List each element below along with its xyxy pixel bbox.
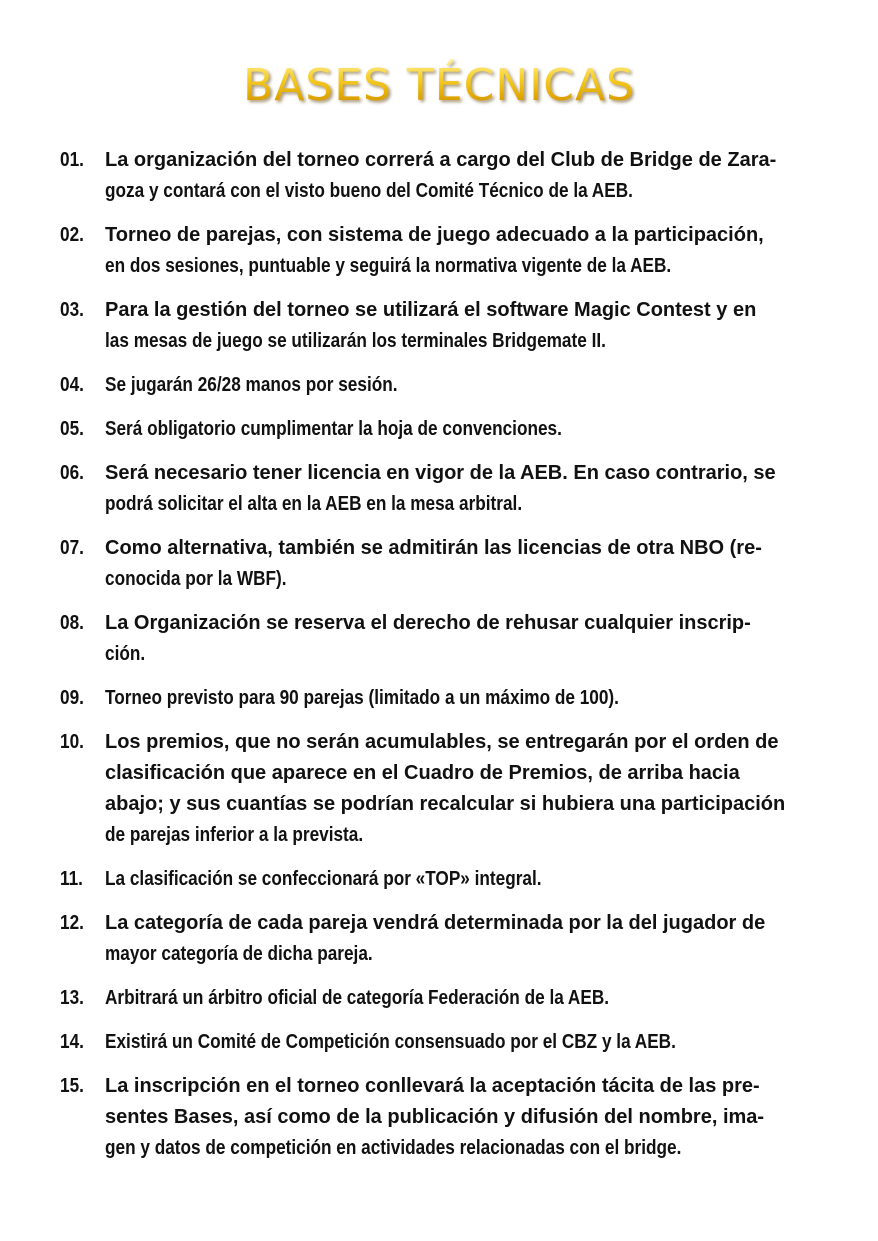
rule-text-line: las mesas de juego se utilizarán los terminales Bridgemate II. [105, 330, 606, 352]
rule-text-line: ción. [105, 643, 146, 665]
rule-text-line: conocida por la WBF). [105, 568, 287, 590]
page-title: BASES TÉCNICAS [0, 58, 878, 114]
rule-text-line: clasificación que aparece en el Cuadro de Premios, de arriba hacia [105, 762, 740, 784]
rule-text-line: Será obligatorio cumplimentar la hoja de convenciones. [105, 418, 562, 440]
rules-list [60, 145, 820, 1177]
rule-text-line: Se jugarán 26/28 manos por sesión. [105, 374, 398, 396]
rule-text-line: La categoría de cada pareja vendrá determinada por la del jugador de [105, 912, 766, 934]
rule-text-line: goza y contará con el visto bueno del Comité Técnico de la AEB. [105, 180, 633, 202]
rule-number: 02. [60, 224, 84, 246]
rule-number: 03. [60, 299, 84, 321]
rule-item [60, 220, 820, 282]
rule-text-line: Para la gestión del torneo se utilizará el software Magic Contest y en [105, 299, 757, 321]
rule-text-line: en dos sesiones, puntuable y seguirá la normativa vigente de la AEB. [105, 255, 672, 277]
rule-text-line: Arbitrará un árbitro oficial de categoría Federación de la AEB. [105, 987, 610, 1009]
rule-number: 15. [60, 1075, 84, 1097]
rule-number: 07. [60, 537, 84, 559]
rule-item [60, 727, 820, 851]
rule-text-line: La Organización se reserva el derecho de rehusar cualquier inscrip- [105, 612, 751, 634]
rule-text [105, 1027, 819, 1058]
rule-text [105, 864, 819, 895]
rule-text [105, 458, 819, 520]
rule-number: 12. [60, 912, 84, 934]
rule-text [105, 370, 819, 401]
rule-text [105, 295, 819, 357]
rule-text [105, 145, 819, 207]
rule-text-line: sentes Bases, así como de la publicación y difusión del nombre, ima- [105, 1106, 765, 1128]
rule-number: 10. [60, 731, 84, 753]
rule-text-line: Existirá un Comité de Competición consensuado por el CBZ y la AEB. [105, 1031, 676, 1053]
rule-item [60, 608, 820, 670]
rule-item [60, 1027, 820, 1058]
rule-item [60, 414, 820, 445]
rule-text [105, 908, 819, 970]
rule-text-line: de parejas inferior a la prevista. [105, 824, 364, 846]
rule-item [60, 983, 820, 1014]
rule-text-line: Torneo de parejas, con sistema de juego adecuado a la participación, [105, 224, 764, 246]
rule-text-line: podrá solicitar el alta en la AEB en la mesa arbitral. [105, 493, 523, 515]
rule-item [60, 908, 820, 970]
rule-text-line: abajo; y sus cuantías se podrían recalcular si hubiera una participación [105, 793, 786, 815]
rule-number: 01. [60, 149, 84, 171]
rule-item [60, 683, 820, 714]
rule-number: 11. [60, 868, 83, 890]
rule-text [105, 533, 819, 595]
rule-text-line: Torneo previsto para 90 parejas (limitado a un máximo de 100). [105, 687, 619, 709]
rule-text-line: Será necesario tener licencia en vigor de la AEB. En caso contrario, se [105, 462, 776, 484]
rule-text [105, 414, 819, 445]
rule-text-line: Los premios, que no serán acumulables, se entregarán por el orden de [105, 731, 779, 753]
rule-text [105, 1071, 819, 1164]
rule-text [105, 983, 819, 1014]
rule-text [105, 608, 819, 670]
rule-number: 06. [60, 462, 84, 484]
rule-item [60, 295, 820, 357]
rule-number: 05. [60, 418, 84, 440]
rule-item [60, 1071, 820, 1164]
rule-number: 04. [60, 374, 84, 396]
rule-item [60, 864, 820, 895]
rule-text [105, 683, 819, 714]
rule-number: 08. [60, 612, 84, 634]
rule-item [60, 370, 820, 401]
rule-text-line: La clasificación se confeccionará por «TOP» integral. [105, 868, 542, 890]
rule-text-line: gen y datos de competición en actividades relacionadas con el bridge. [105, 1137, 682, 1159]
rule-text [105, 220, 819, 282]
rule-number: 13. [60, 987, 84, 1009]
rule-number: 14. [60, 1031, 84, 1053]
rule-number: 09. [60, 687, 84, 709]
rule-item [60, 145, 820, 207]
rule-text-line: mayor categoría de dicha pareja. [105, 943, 373, 965]
rule-item [60, 458, 820, 520]
rule-text-line: La inscripción en el torneo conllevará la aceptación tácita de las pre- [105, 1075, 760, 1097]
rule-text-line: Como alternativa, también se admitirán las licencias de otra NBO (re- [105, 537, 762, 559]
rule-text [105, 727, 819, 851]
rule-text-line: La organización del torneo correrá a cargo del Club de Bridge de Zara- [105, 149, 777, 171]
rule-item [60, 533, 820, 595]
